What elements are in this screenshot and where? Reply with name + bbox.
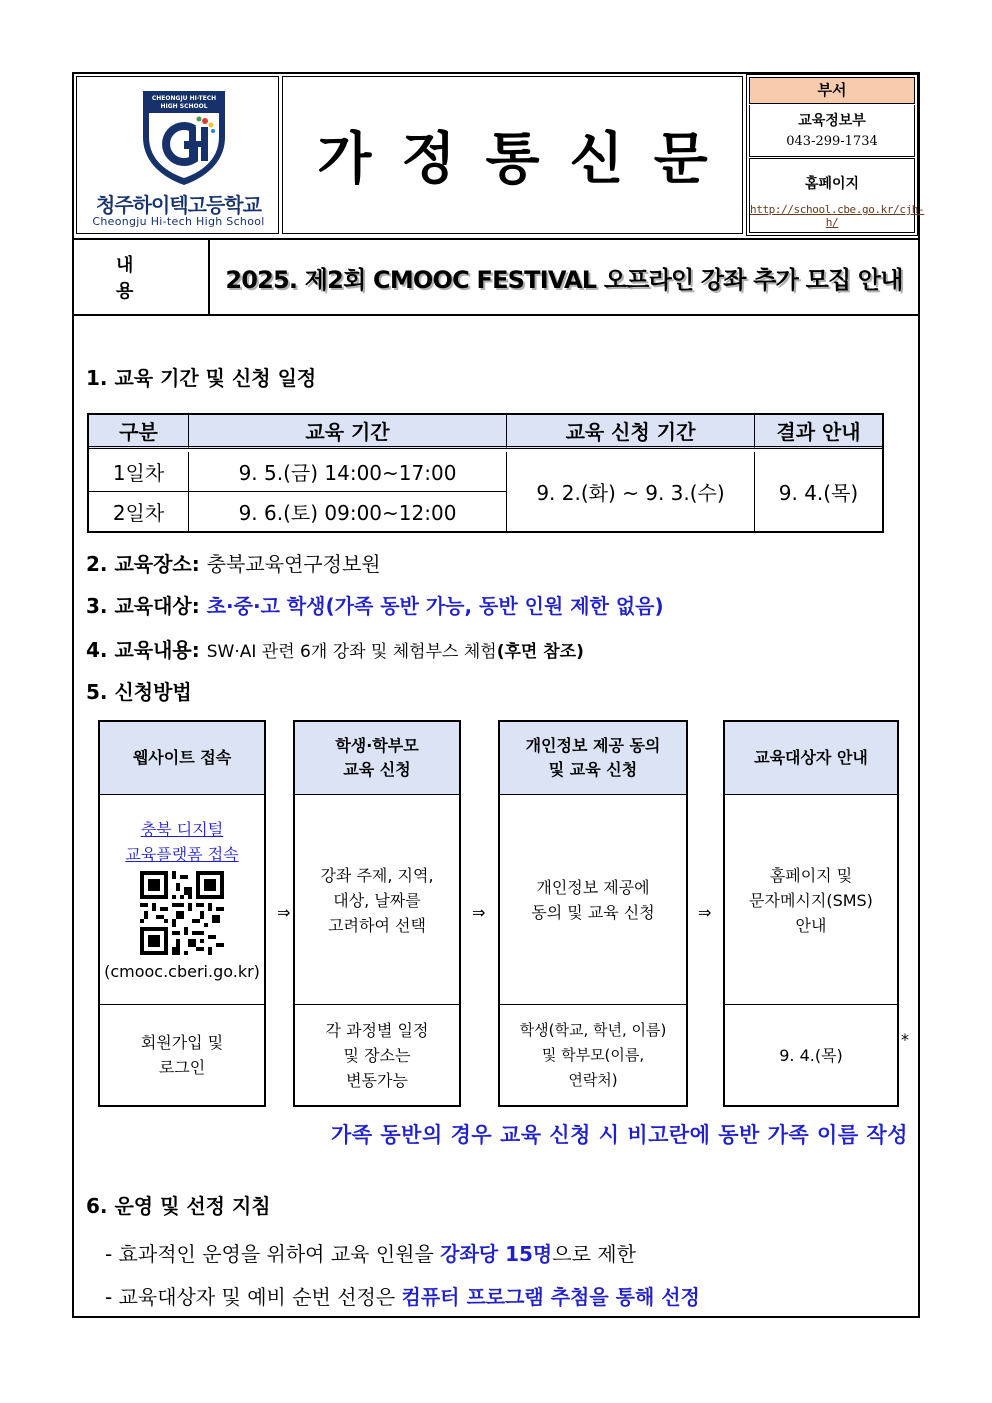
school-name-korean: 청주하이텍고등학교 bbox=[96, 193, 261, 217]
asterisk-mark: * bbox=[901, 1030, 909, 1049]
flow-step-foot-line: 9. 4.(목) bbox=[779, 1045, 843, 1065]
section2-value: 충북교육연구정보원 bbox=[206, 552, 381, 576]
homepage-info bbox=[749, 158, 925, 233]
flow-step-foot-line: 회원가입 및 bbox=[140, 1033, 224, 1052]
section1-title: 1. 교육 기간 및 신청 일정 bbox=[86, 366, 317, 390]
table-cell-day: 2일차 bbox=[89, 492, 189, 531]
section4-label: 4. 교육내용: bbox=[86, 638, 200, 662]
school-emblem-icon bbox=[139, 87, 229, 187]
subject-label: 내용 bbox=[76, 240, 210, 314]
flow-step-foot-line: 변동가능 bbox=[346, 1070, 408, 1090]
section6-line1 bbox=[105, 1238, 636, 1267]
flow-step-head bbox=[295, 722, 459, 795]
platform-link-line1[interactable]: 충북 디지털 bbox=[140, 819, 224, 839]
section2 bbox=[86, 548, 381, 577]
document-title-box bbox=[282, 76, 743, 234]
department-info bbox=[749, 105, 915, 157]
section4-note: (후면 참조) bbox=[496, 642, 584, 662]
platform-url: (cmooc.cberi.go.kr) bbox=[104, 961, 260, 981]
flow-arrow-icon: ⇒ bbox=[472, 903, 486, 922]
section6-line1-emphasis: 강좌당 15명 bbox=[440, 1242, 553, 1266]
flow-step-foot-line: 학생(학교, 학년, 이름) bbox=[519, 1020, 667, 1039]
flow-step-body-line: 고려하여 선택 bbox=[328, 915, 426, 935]
section6-title: 6. 운영 및 선정 지침 bbox=[86, 1194, 271, 1218]
flow-step-foot-line: 로그인 bbox=[158, 1058, 206, 1077]
flow-step-foot bbox=[500, 1004, 686, 1105]
department-label: 부서 bbox=[749, 77, 915, 104]
header bbox=[74, 74, 925, 236]
flow-step-apply bbox=[293, 720, 461, 1107]
flow-step-body bbox=[725, 796, 897, 1004]
school-name-english: Cheongju Hi-tech High School bbox=[92, 215, 265, 228]
table-header-cell: 교육 신청 기간 bbox=[507, 415, 755, 449]
flow-step-body-line: 홈페이지 및 bbox=[769, 865, 853, 885]
table-cell-period: 9. 5.(금) 14:00~17:00 bbox=[189, 452, 507, 492]
school-logo bbox=[76, 76, 279, 234]
emblem-text-top: CHEONGJU HI-TECH bbox=[151, 95, 217, 102]
subject-text: 2025. 제2회 CMOOC FESTIVAL 오프라인 강좌 추가 모집 안내 bbox=[225, 265, 903, 294]
table-cell-apply-period: 9. 2.(화) ~ 9. 3.(수) bbox=[507, 452, 755, 531]
flow-step-foot-line: 연락처) bbox=[568, 1070, 618, 1089]
qr-code-icon[interactable] bbox=[140, 871, 224, 955]
section3-label: 3. 교육대상: bbox=[86, 594, 200, 618]
section3 bbox=[86, 590, 664, 619]
flow-step-foot bbox=[295, 1004, 459, 1105]
document-title: 가정통신문 bbox=[317, 126, 738, 192]
flow-step-head bbox=[500, 722, 686, 795]
flow-step-head-line: 학생·학부모 bbox=[335, 736, 419, 755]
section6-line2-text: - 교육대상자 및 예비 순번 선정은 bbox=[105, 1285, 402, 1309]
flow-arrow-icon: ⇒ bbox=[277, 903, 291, 922]
section3-value: 초·중·고 학생(가족 동반 가능, 동반 인원 제한 없음) bbox=[206, 594, 664, 618]
platform-link-line2[interactable]: 교육플랫폼 접속 bbox=[125, 844, 239, 864]
department-phone: 043-299-1734 bbox=[786, 134, 878, 149]
table-header-cell: 교육 기간 bbox=[189, 415, 507, 449]
flow-step-body bbox=[295, 796, 459, 1004]
flow-step-body-line: 개인정보 제공에 bbox=[536, 878, 650, 897]
table-cell-day: 1일차 bbox=[89, 452, 189, 492]
flow-step-body bbox=[100, 796, 264, 1004]
section5-title: 5. 신청방법 bbox=[86, 680, 192, 704]
flow-step-foot bbox=[725, 1004, 897, 1105]
flow-step-website bbox=[98, 720, 266, 1107]
table-header-cell: 구분 bbox=[89, 415, 189, 449]
subject-row bbox=[74, 238, 918, 316]
homepage-label: 홈페이지 bbox=[804, 176, 860, 192]
flow-step-head: 웹사이트 접속 bbox=[100, 722, 264, 795]
schedule-table bbox=[87, 413, 884, 533]
homepage-link[interactable]: http://school.cbe.go.kr/cjh-h/ bbox=[750, 203, 925, 229]
section6-line1-text: - 효과적인 운영을 위하여 교육 인원을 bbox=[105, 1242, 441, 1266]
department-name: 교육정보부 bbox=[798, 113, 866, 129]
flow-arrow-icon: ⇒ bbox=[698, 903, 712, 922]
flow-step-head-line: 및 교육 신청 bbox=[548, 760, 638, 779]
flow-step-body-line: 강좌 주제, 지역, bbox=[320, 865, 434, 885]
flow-step-head: 교육대상자 안내 bbox=[725, 722, 897, 795]
table-cell-result-date: 9. 4.(목) bbox=[778, 481, 859, 505]
flow-step-body-line: 문자메시지(SMS) bbox=[749, 890, 873, 910]
table-cell-period: 9. 6.(토) 09:00~12:00 bbox=[189, 492, 507, 531]
section4 bbox=[86, 634, 584, 663]
flow-step-notice bbox=[723, 720, 899, 1107]
flow-step-foot bbox=[100, 1004, 264, 1105]
emblem-text-bottom: HIGH SCHOOL bbox=[160, 103, 208, 110]
flow-step-foot-line: 각 과정별 일정 bbox=[325, 1020, 429, 1040]
flow-step-foot-line: 및 학부모(이름, bbox=[541, 1045, 645, 1064]
flow-step-body-line: 대상, 날짜를 bbox=[333, 890, 421, 910]
section6-line2 bbox=[105, 1281, 700, 1310]
flow-step-consent bbox=[498, 720, 688, 1107]
flow-step-head-line: 교육 신청 bbox=[343, 760, 411, 779]
section6-line2-emphasis: 컴퓨터 프로그램 추첨을 통해 선정 bbox=[401, 1285, 700, 1309]
flow-step-head-line: 개인정보 제공 동의 bbox=[525, 736, 661, 755]
flow-step-body-line: 안내 bbox=[795, 915, 827, 935]
section2-label: 2. 교육장소: bbox=[86, 552, 200, 576]
flow-step-foot-line: 및 장소는 bbox=[343, 1045, 411, 1065]
flow-step-body-line: 동의 및 교육 신청 bbox=[531, 903, 655, 922]
flow-step-body bbox=[500, 796, 686, 1004]
family-note: 가족 동반의 경우 교육 신청 시 비고란에 동반 가족 이름 작성 bbox=[331, 1123, 908, 1147]
table-header-cell: 결과 안내 bbox=[755, 415, 882, 449]
section6-line1-tail: 으로 제한 bbox=[552, 1242, 636, 1266]
department-box bbox=[746, 74, 925, 236]
section4-value: SW·AI 관련 6개 강좌 및 체험부스 체험 bbox=[206, 642, 497, 662]
